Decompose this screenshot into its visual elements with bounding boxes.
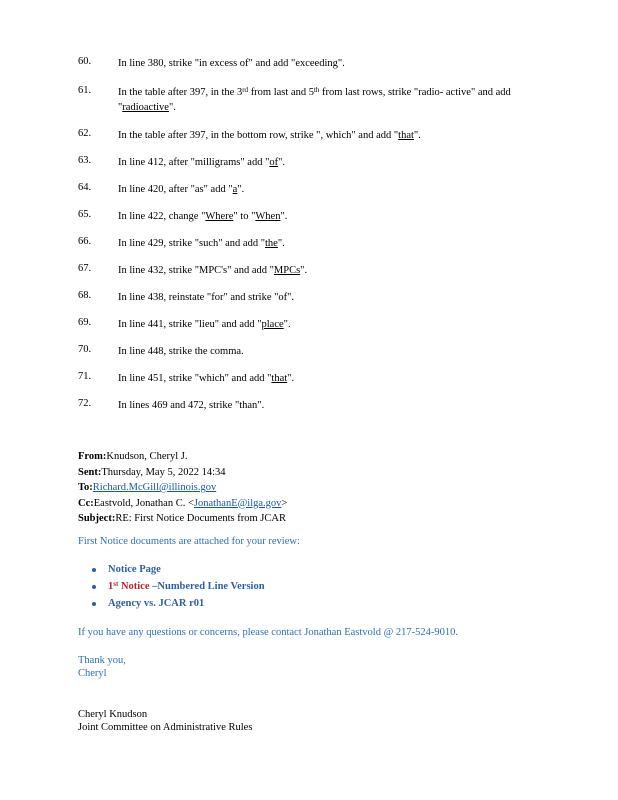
from-line [78,449,287,465]
item-number: 70. [78,344,92,355]
item-text [118,209,548,224]
signature-org: Joint Committee on Administrative Rules [78,722,253,733]
questions-text: If you have any questions or concerns, please contact Jonathan Eastvold @ 217-524-9010. [78,627,458,638]
item-number: 64. [78,182,92,193]
attachment-item[interactable] [92,578,265,595]
text-segment: In line 448, strike the comma. [118,346,244,357]
inserted-text: that [398,130,414,141]
cc-name: Eastvold, Jonathan C. < [93,497,194,509]
item-number: 69. [78,317,92,328]
inserted-text: When [255,211,281,222]
item-number: 66. [78,236,92,247]
cc-email-link[interactable]: JonathanE@ilga.gov [193,497,282,509]
text-segment: In line 451, strike "which" and add " [118,373,272,384]
text-segment: In line 412, after "milligrams" add " [118,157,270,168]
item-text [118,155,548,170]
text-segment: ". [300,265,308,276]
bullet-icon [92,568,96,572]
inserted-text: Where [205,211,234,222]
superscript: st [113,580,119,588]
inserted-text: of [269,157,279,168]
inserted-text: the [265,238,278,249]
item-text [118,263,548,278]
item-number: 63. [78,155,92,166]
from-value: Knudson, Cheryl J. [106,451,188,462]
text-segment: In line 429, strike "such" and add " [118,238,265,249]
superscript: th [313,86,320,94]
text-segment: In line 438, reinstate "for" and strike "of". [118,292,295,303]
item-text [118,371,548,386]
item-number: 60. [78,56,92,67]
superscript: rd [242,86,249,94]
text-segment: 1 [108,581,114,592]
item-text [118,398,548,413]
sent-label: Sent: [78,466,102,478]
attachment-item[interactable] [92,595,265,612]
subject-value: RE: First Notice Documents from JCAR [115,513,286,524]
text-segment: from last rows, strike "radio- active" and add " [118,87,511,113]
thanks-text: Thank you, [78,655,126,666]
item-number: 61. [78,85,92,96]
text-segment: ". [280,211,288,222]
text-segment: ". [283,319,291,330]
text-segment: In line 420, after "as" add " [118,184,233,195]
inserted-text: a [232,184,238,195]
item-text [118,182,548,197]
item-text [118,344,548,359]
cc-line [78,496,287,512]
inserted-text: MPCs [273,265,301,276]
subject-label: Subject: [78,513,116,524]
text-segment: In lines 469 and 472, strike "than". [118,400,265,411]
from-label: From: [78,451,107,462]
text-segment: ". [413,130,421,141]
item-number: 71. [78,371,92,382]
text-segment: In line 432, strike "MPC's" and add " [118,265,274,276]
sender-first-name: Cheryl [78,668,107,679]
inserted-text: that [271,373,288,384]
inserted-text: radioactive [122,102,169,113]
cc-end: > [281,497,288,509]
text-segment: from last and 5 [248,87,314,98]
item-number: 68. [78,290,92,301]
item-text [118,56,548,71]
text-segment: Agency vs. JCAR r01 [108,598,205,609]
text-segment: Notice Page [108,564,161,575]
bullet-icon [92,585,96,589]
sent-line [78,465,287,481]
intro-text: First Notice documents are attached for your review: [78,536,300,547]
item-number: 65. [78,209,92,220]
bullet-icon [92,602,96,606]
text-segment: ". [168,102,176,113]
text-segment: Notice [118,581,150,592]
item-text [118,236,548,251]
text-segment: In line 422, change " [118,211,206,222]
item-text [118,317,548,332]
text-segment: " to " [233,211,256,222]
item-text [118,128,548,143]
signature-name: Cheryl Knudson [78,709,148,720]
item-number: 67. [78,263,92,274]
email-header [78,449,287,527]
text-segment: –Numbered Line Version [149,581,265,592]
text-segment: In line 380, strike "in excess of" and add "exceeding". [118,58,345,69]
text-segment: ". [237,184,245,195]
inserted-text: place [261,319,284,330]
text-segment: In line 441, strike "lieu" and add " [118,319,262,330]
item-number: 62. [78,128,92,139]
item-text [118,290,548,305]
text-segment: In the table after 397, in the 3 [118,87,243,98]
attachment-list [92,561,265,612]
to-label: To: [78,482,93,493]
subject-line [78,511,287,527]
cc-label: Cc: [78,497,94,509]
to-line [78,480,287,496]
sent-value: Thursday, May 5, 2022 14:34 [101,466,226,478]
item-number: 72. [78,398,92,409]
text-segment: In the table after 397, in the bottom row, strike ", which" and add " [118,130,399,141]
text-segment: ". [278,157,286,168]
item-text [118,85,548,115]
text-segment: ". [287,373,295,384]
text-segment: ". [277,238,285,249]
to-email-link[interactable]: Richard.McGill@illinois.gov [92,482,217,493]
attachment-item[interactable] [92,561,265,578]
